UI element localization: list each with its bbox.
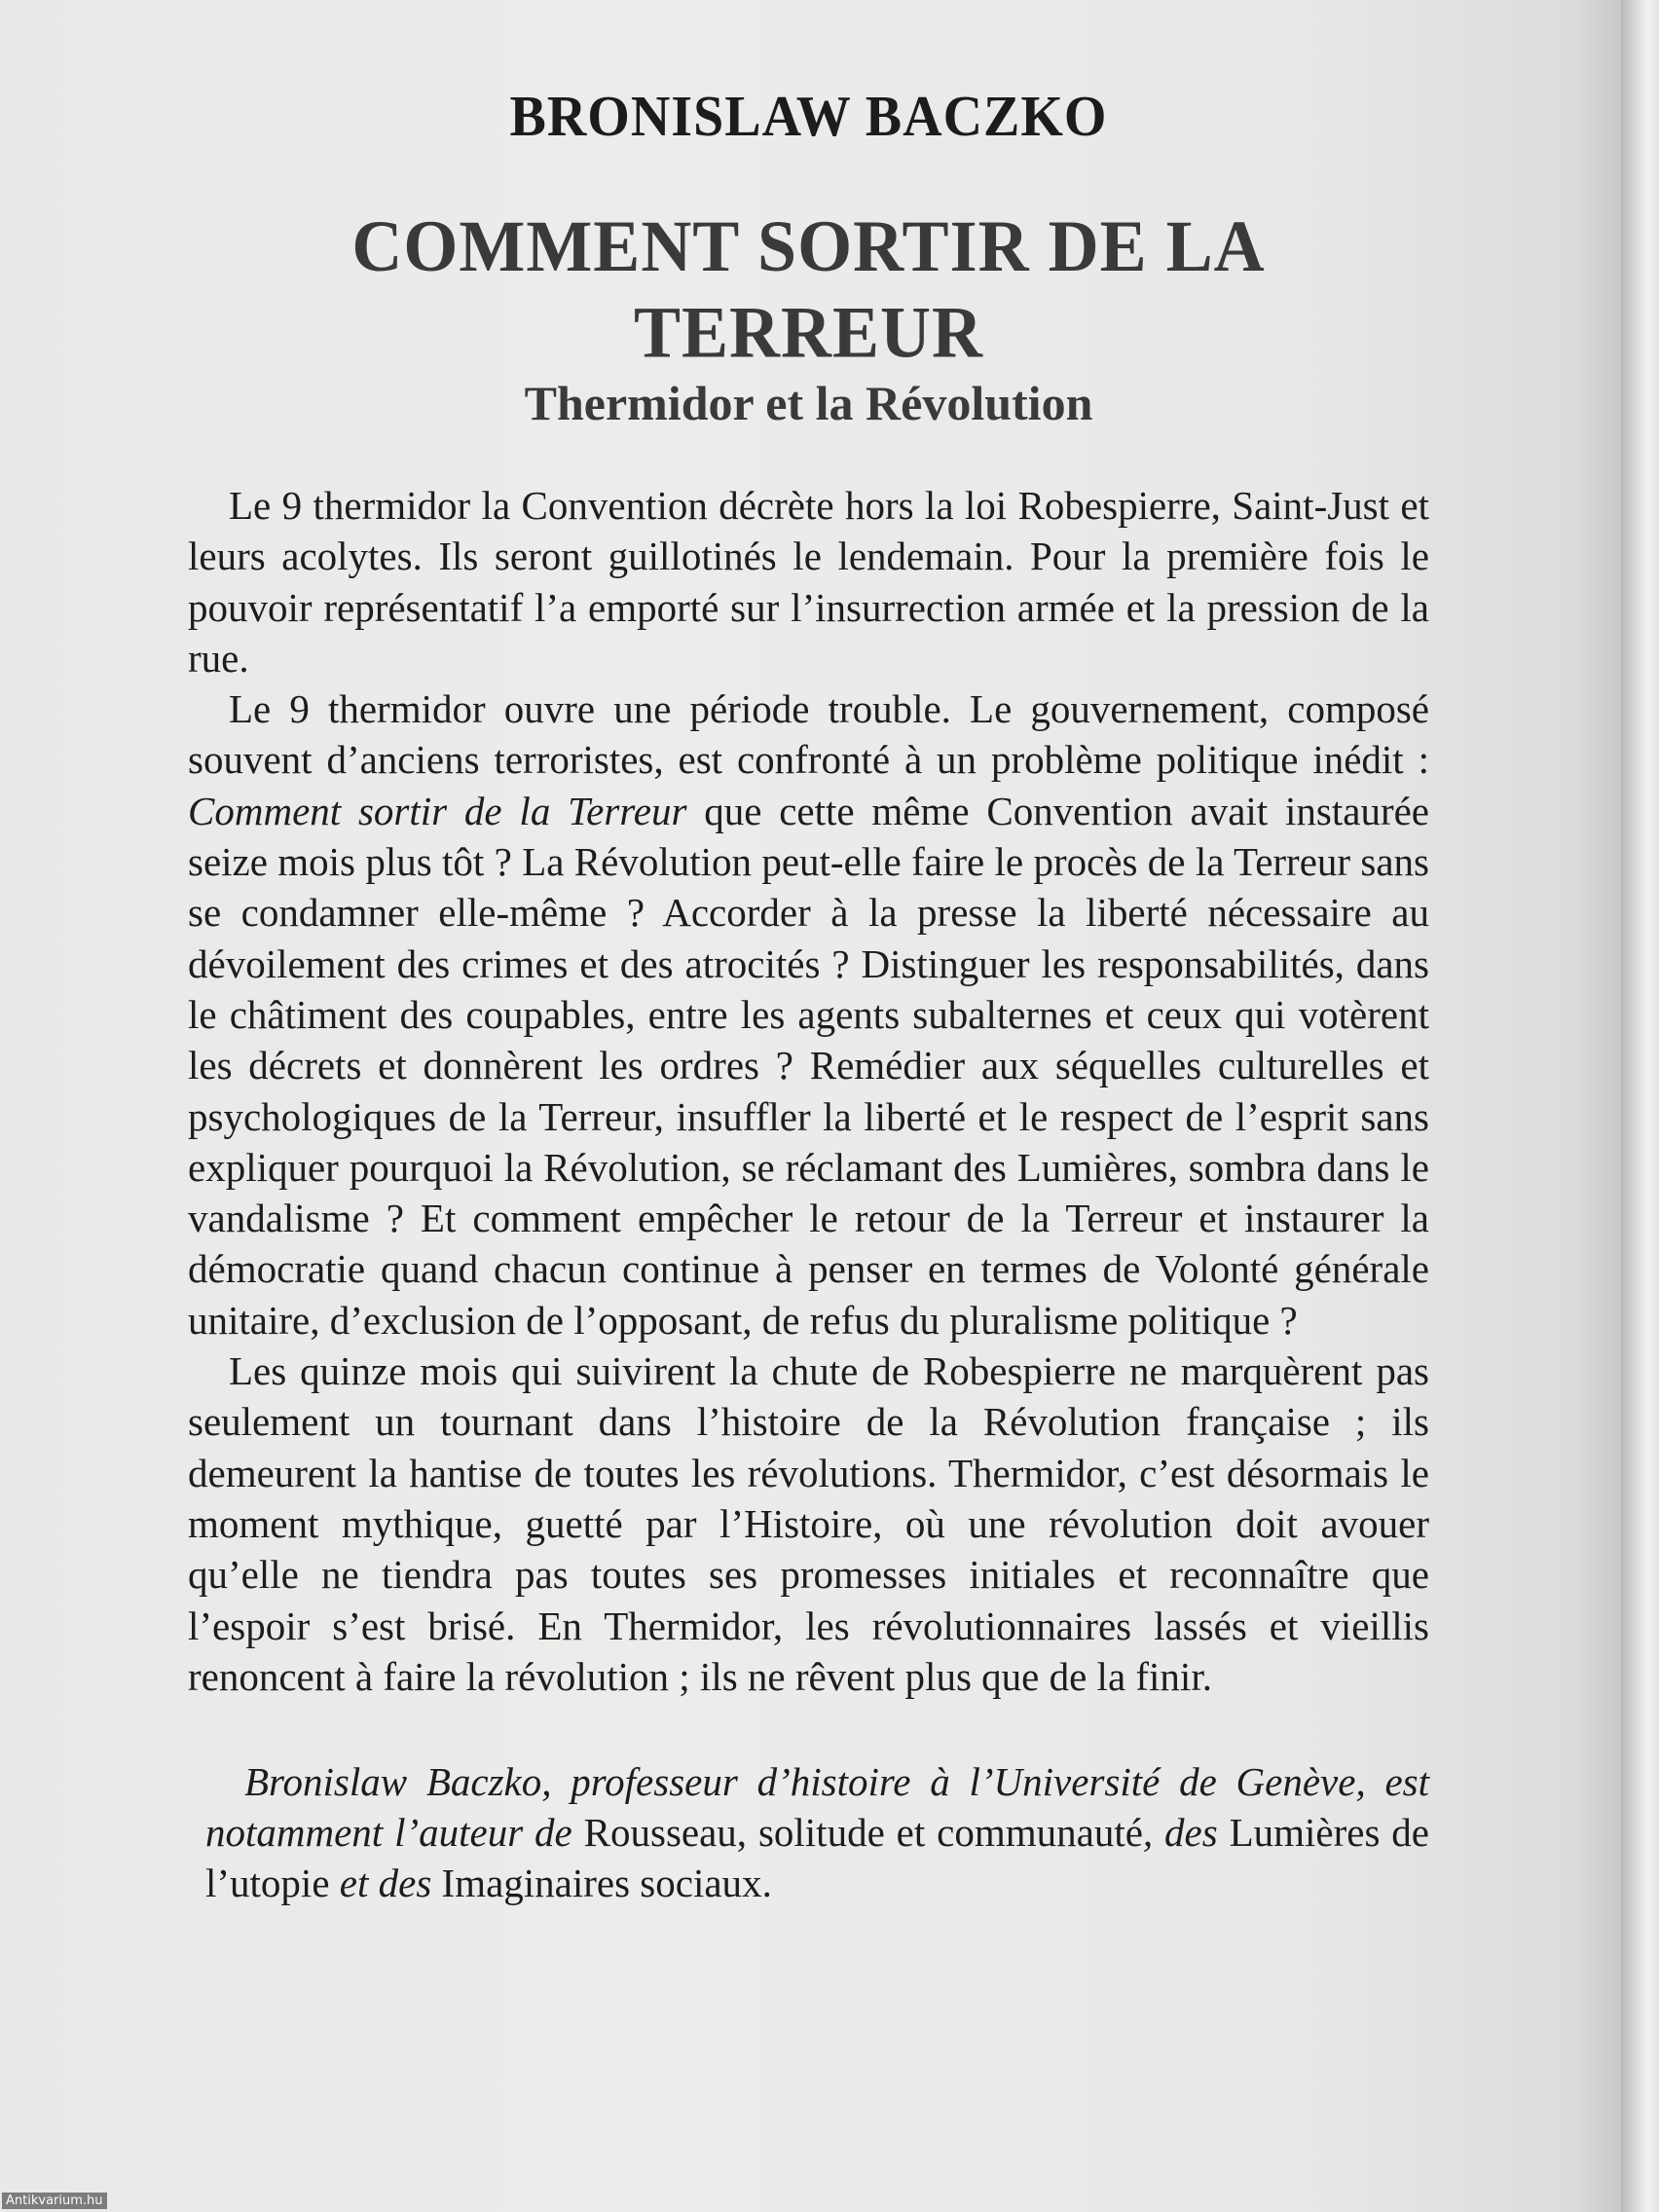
page-edge (1621, 0, 1659, 2212)
bio-part-4: . (761, 1861, 772, 1906)
paragraph-2-italic-title: Comment sortir de la Terreur (188, 788, 687, 833)
page-content (188, 83, 1429, 1908)
bio-part-2: , des (1142, 1810, 1230, 1856)
paragraph-3: Les quinze mois qui suivirent la chute de Robespierre ne marquèrent pas seulement un tournant dans l’histoire de la Révolution française ; ils demeurent la hantise de toutes les révolutions. Thermidor, c’est désormais le moment mythique, guetté par l’Histoire, où une révolution doit avouer qu’elle ne tiendra pas toutes ses promesses initiales et reconnaître que l’espoir s’est brisé. En Thermidor, les révolutionnaires lassés et vieillis renoncent à faire la révolution ; ils ne rêvent plus que de la finir. (188, 1348, 1429, 1699)
author-name: BRONISLAW BACZKO (509, 85, 1108, 149)
paragraph-1: Le 9 thermidor la Convention décrète hors la loi Robespierre, Saint-Just et leurs acolytes. Ils seront guillotinés le lendemain. Pour la première fois le pouvoir représentatif l’a emporté sur l’insurrection armée et la pression de la rue. (188, 483, 1429, 681)
paragraph-2-part-a: Le 9 thermidor ouvre une période trouble. Le gouvernement, composé souvent d’anciens terroristes, est confronté à un problème politique inédit : (188, 686, 1429, 783)
book-title: COMMENT SORTIR DE LA TERREUR (351, 204, 1266, 374)
bio-book-2: Lumières de l’utopie (205, 1810, 1430, 1906)
author-bio (205, 1756, 1429, 1908)
paragraph-2-part-b: que cette même Convention avait instaurée seize mois plus tôt ? La Révolution peut-elle faire le procès de la Terreur sans se condamner elle-même ? Accorder à la presse la liberté nécessaire au dévoilement des crimes et des atrocités ? Distinguer les responsabilités, dans le châtiment des coupables, entre les agents subalternes et ceux qui votèrent les décrets et donnèrent les ordres ? Remédier aux séquelles culturelles et psychologiques de la Terreur, insuffler la liberté et le respect de l’esprit sans expliquer pourquoi la Révolution, se réclamant des Lumières, sombra dans le vandalisme ? Et comment empêcher le retour de la Terreur et instaurer la démocratie quand chacun continue à penser en termes de Volonté générale unitaire, d’exclusion de l’opposant, de refus du pluralisme politique ? (188, 788, 1429, 1343)
paragraph-2 (188, 683, 1429, 1346)
book-subtitle: Thermidor et la Révolution (524, 376, 1093, 430)
bio-part-1: Bronislaw Baczko, professeur d’histoire à l’Université de Genève, est notamment l’auteur de (205, 1759, 1429, 1856)
bio-book-3: Imaginaires sociaux (441, 1861, 762, 1906)
bio-part-3: et des (329, 1861, 442, 1906)
bio-book-1: Rousseau, solitude et communauté (583, 1810, 1143, 1856)
watermark: Antikvarium.hu (2, 2193, 107, 2209)
